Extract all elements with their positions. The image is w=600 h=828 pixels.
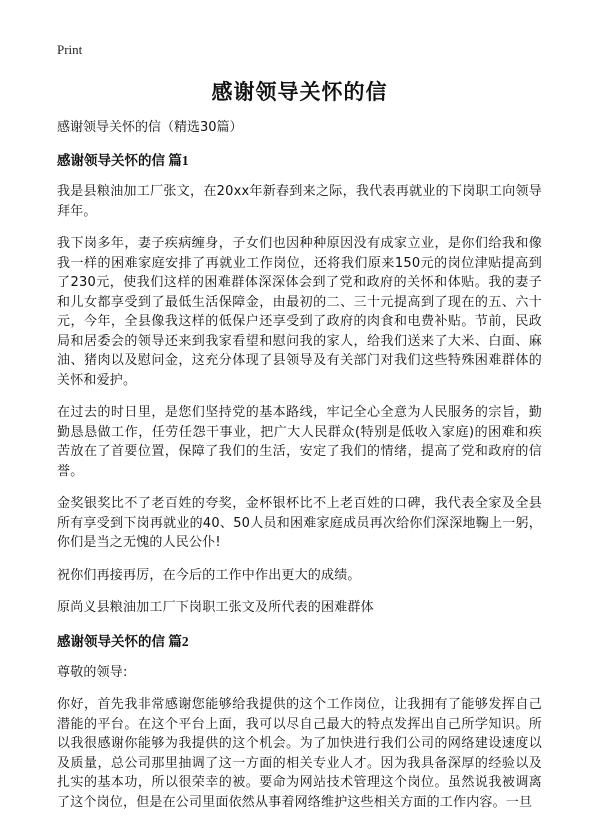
print-link[interactable]: Print [57,42,83,57]
paragraph: 在过去的时日里，是您们坚持党的基本路线，牢记全心全意为人民服务的宗旨，勤勤恳恳做工作，任劳任怨干事业，把广大人民群众(特别是低收入家庭)的困难和疾苦放在了首要位置，保障了我们的生活，安定了我们的情绪，提高了党和政府的信誉。 [57,405,542,479]
paragraph: 我下岗多年，妻子疾病缠身，子女们也因种种原因没有成家立业，是你们给我和像我一样的困难家庭安排了再就业工作岗位，还将我们原来150元的岗位津贴提高到了230元，使我们这样的困难群体深深体会到了党和政府的关怀和体贴。我的妻子和儿女都享受到了最低生活保障金，由最初的二、三十元提高到了现在的五、六十元，今年，全县像我这样的低保户还享受到了政府的肉食和电费补贴。节前，民政局和居委会的领导还来到我家看望和慰问我的家人，给我们送来了大米、白面、麻油、猪肉以及慰问金，这充分体现了县领导及有关部门对我们这些特殊困难群体的关怀和爱护。 [57,236,542,388]
section-heading-1: 感谢领导关怀的信 篇1 [57,153,189,168]
signature-line: 原尚义县粮油加工厂下岗职工张文及所代表的困难群体 [57,600,374,615]
paragraph: 祝你们再接再厉，在今后的工作中作出更大的成绩。 [57,567,361,583]
salutation: 尊敬的领导: [57,664,128,680]
paragraph: 我是县粮油加工厂张文，在20xx年新春到来之际，我代表再就业的下岗职工向领导拜年。 [57,184,542,219]
paragraph: 金奖银奖比不了老百姓的夸奖，金杯银杯比不上老百姓的口碑，我代表全家及全县所有享受到下岗再就业的40、50人员和困难家庭成员再次给你们深深地鞠上一躬，你们是当之无愧的人民公仆! [57,496,542,550]
document-title: 感谢领导关怀的信 [211,80,388,104]
paragraph: 你好，首先我非常感谢您能够给我提供的这个工作岗位，让我拥有了能够发挥自己潜能的平台。在这个平台上面，我可以尽自己最大的特点发挥出自己所学知识。所以我很感谢你能够为我提供的这个机会。为了加快进行我们公司的网络建设速度以及质量，总公司那里抽调了这一方面的相关专业人才。因为我具备深厚的经验以及扎实的基本功，所以很荣幸的被。要命为网站技术管理这个岗位。虽然说我被调离了这个岗位，但是在公司里面依然从事着网络维护这些相关方面的工作内容。一旦 [57,697,542,810]
document-subtitle: 感谢领导关怀的信（精选30篇） [57,120,243,135]
section-heading-2: 感谢领导关怀的信 篇2 [57,633,189,649]
